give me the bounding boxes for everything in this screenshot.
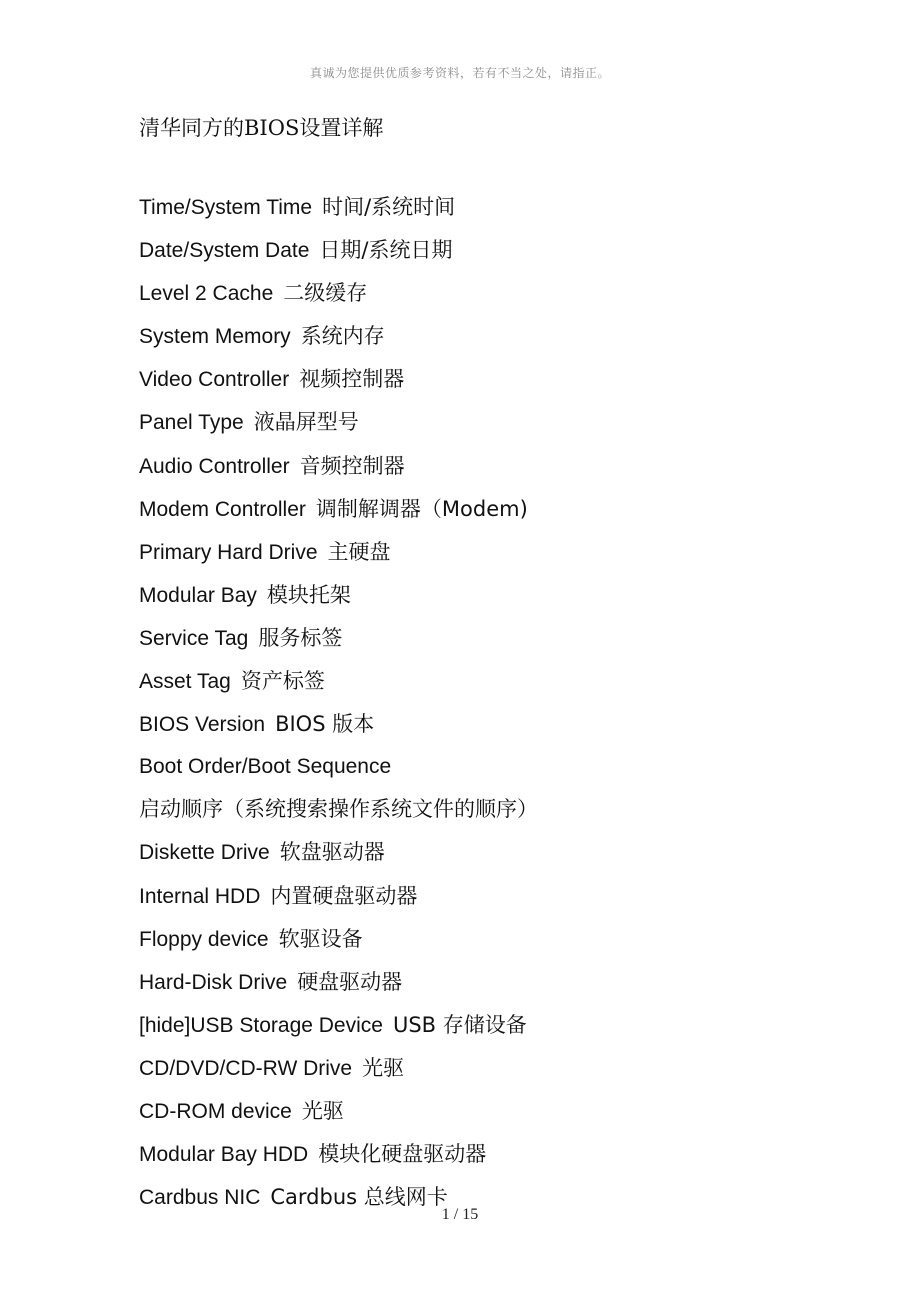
entry-description: 日期/系统日期 <box>319 238 453 263</box>
glossary-entry <box>139 358 799 401</box>
entry-description: 调制解调器（Modem) <box>315 496 528 521</box>
glossary-entry <box>139 746 799 831</box>
entry-term: CD-ROM device <box>139 1099 292 1123</box>
entry-description: 模块化硬盘驱动器 <box>318 1142 487 1167</box>
glossary-entry <box>139 445 799 488</box>
entry-description: 系统内存 <box>300 324 385 349</box>
glossary-entry <box>139 875 799 918</box>
glossary-entry <box>139 1090 799 1133</box>
entry-term: Diskette Drive <box>139 841 270 865</box>
entry-term: Cardbus NIC <box>139 1186 261 1210</box>
glossary-entry <box>139 488 799 531</box>
glossary-entry <box>139 1133 799 1176</box>
entry-description: 音频控制器 <box>299 453 405 478</box>
entry-description: 光驱 <box>301 1098 344 1123</box>
glossary-entry <box>139 617 799 660</box>
entry-term: BIOS Version <box>139 713 266 737</box>
entry-term: Time/System Time <box>139 196 313 219</box>
entry-description: 视频控制器 <box>299 367 405 392</box>
entry-term: Hard-Disk Drive <box>139 970 288 994</box>
document-title: 清华同方的BIOS设置详解 <box>139 116 384 140</box>
entry-term: CD/DVD/CD-RW Drive <box>139 1056 353 1080</box>
entry-description: 主硬盘 <box>327 539 391 564</box>
entry-description: 时间/系统时间 <box>322 195 456 219</box>
entry-term: Level 2 Cache <box>139 282 274 306</box>
glossary-entry <box>139 272 799 315</box>
entry-term: Boot Order/Boot Sequence <box>139 755 392 779</box>
entry-term: Floppy device <box>139 927 269 951</box>
glossary-entry <box>139 531 799 574</box>
glossary-entry <box>139 1004 799 1047</box>
entry-term: Panel Type <box>139 411 244 435</box>
entry-description: 服务标签 <box>258 625 343 650</box>
entry-description: 模块托架 <box>266 582 351 607</box>
glossary-entry <box>139 961 799 1004</box>
entry-description: 光驱 <box>362 1055 405 1080</box>
entry-term: Date/System Date <box>139 239 310 263</box>
entry-term: Modem Controller <box>139 497 306 521</box>
glossary-entry <box>139 574 799 617</box>
glossary-entry <box>139 229 799 272</box>
entry-description: 软驱设备 <box>278 926 363 951</box>
entry-description: 硬盘驱动器 <box>297 969 403 994</box>
entry-term: Audio Controller <box>139 454 290 478</box>
entry-term: Primary Hard Drive <box>139 540 318 564</box>
glossary-entry <box>139 918 799 961</box>
entry-description: Cardbus 总线网卡 <box>270 1185 448 1210</box>
entry-term: [hide]USB Storage Device <box>139 1013 383 1037</box>
glossary-entry <box>139 186 799 229</box>
entry-term: System Memory <box>139 325 291 349</box>
entry-term: Modular Bay <box>139 583 257 607</box>
entry-description: 软盘驱动器 <box>279 840 385 865</box>
entry-term: Modular Bay HDD <box>139 1143 309 1167</box>
entry-term: Service Tag <box>139 626 249 650</box>
entry-description: 启动顺序（系统搜索操作系统文件的顺序） <box>139 797 538 822</box>
entry-term: Video Controller <box>139 368 290 392</box>
header-note: 真诚为您提供优质参考资料，若有不当之处，请指正。 <box>309 66 610 80</box>
entry-description: BIOS 版本 <box>275 712 375 737</box>
glossary-entry <box>139 660 799 703</box>
glossary-entry <box>139 703 799 746</box>
glossary-entry <box>139 1047 799 1090</box>
page-number: 1 / 15 <box>441 1206 479 1223</box>
glossary-entry <box>139 315 799 358</box>
glossary-list <box>139 186 799 1219</box>
glossary-entry <box>139 401 799 444</box>
entry-term: Asset Tag <box>139 670 231 694</box>
entry-description: USB 存储设备 <box>392 1012 527 1037</box>
entry-description: 液晶屏型号 <box>253 410 359 435</box>
entry-description: 资产标签 <box>240 669 325 694</box>
entry-description: 二级缓存 <box>283 281 368 306</box>
entry-term: Internal HDD <box>139 884 261 908</box>
glossary-entry <box>139 831 799 874</box>
entry-description: 内置硬盘驱动器 <box>270 883 418 908</box>
